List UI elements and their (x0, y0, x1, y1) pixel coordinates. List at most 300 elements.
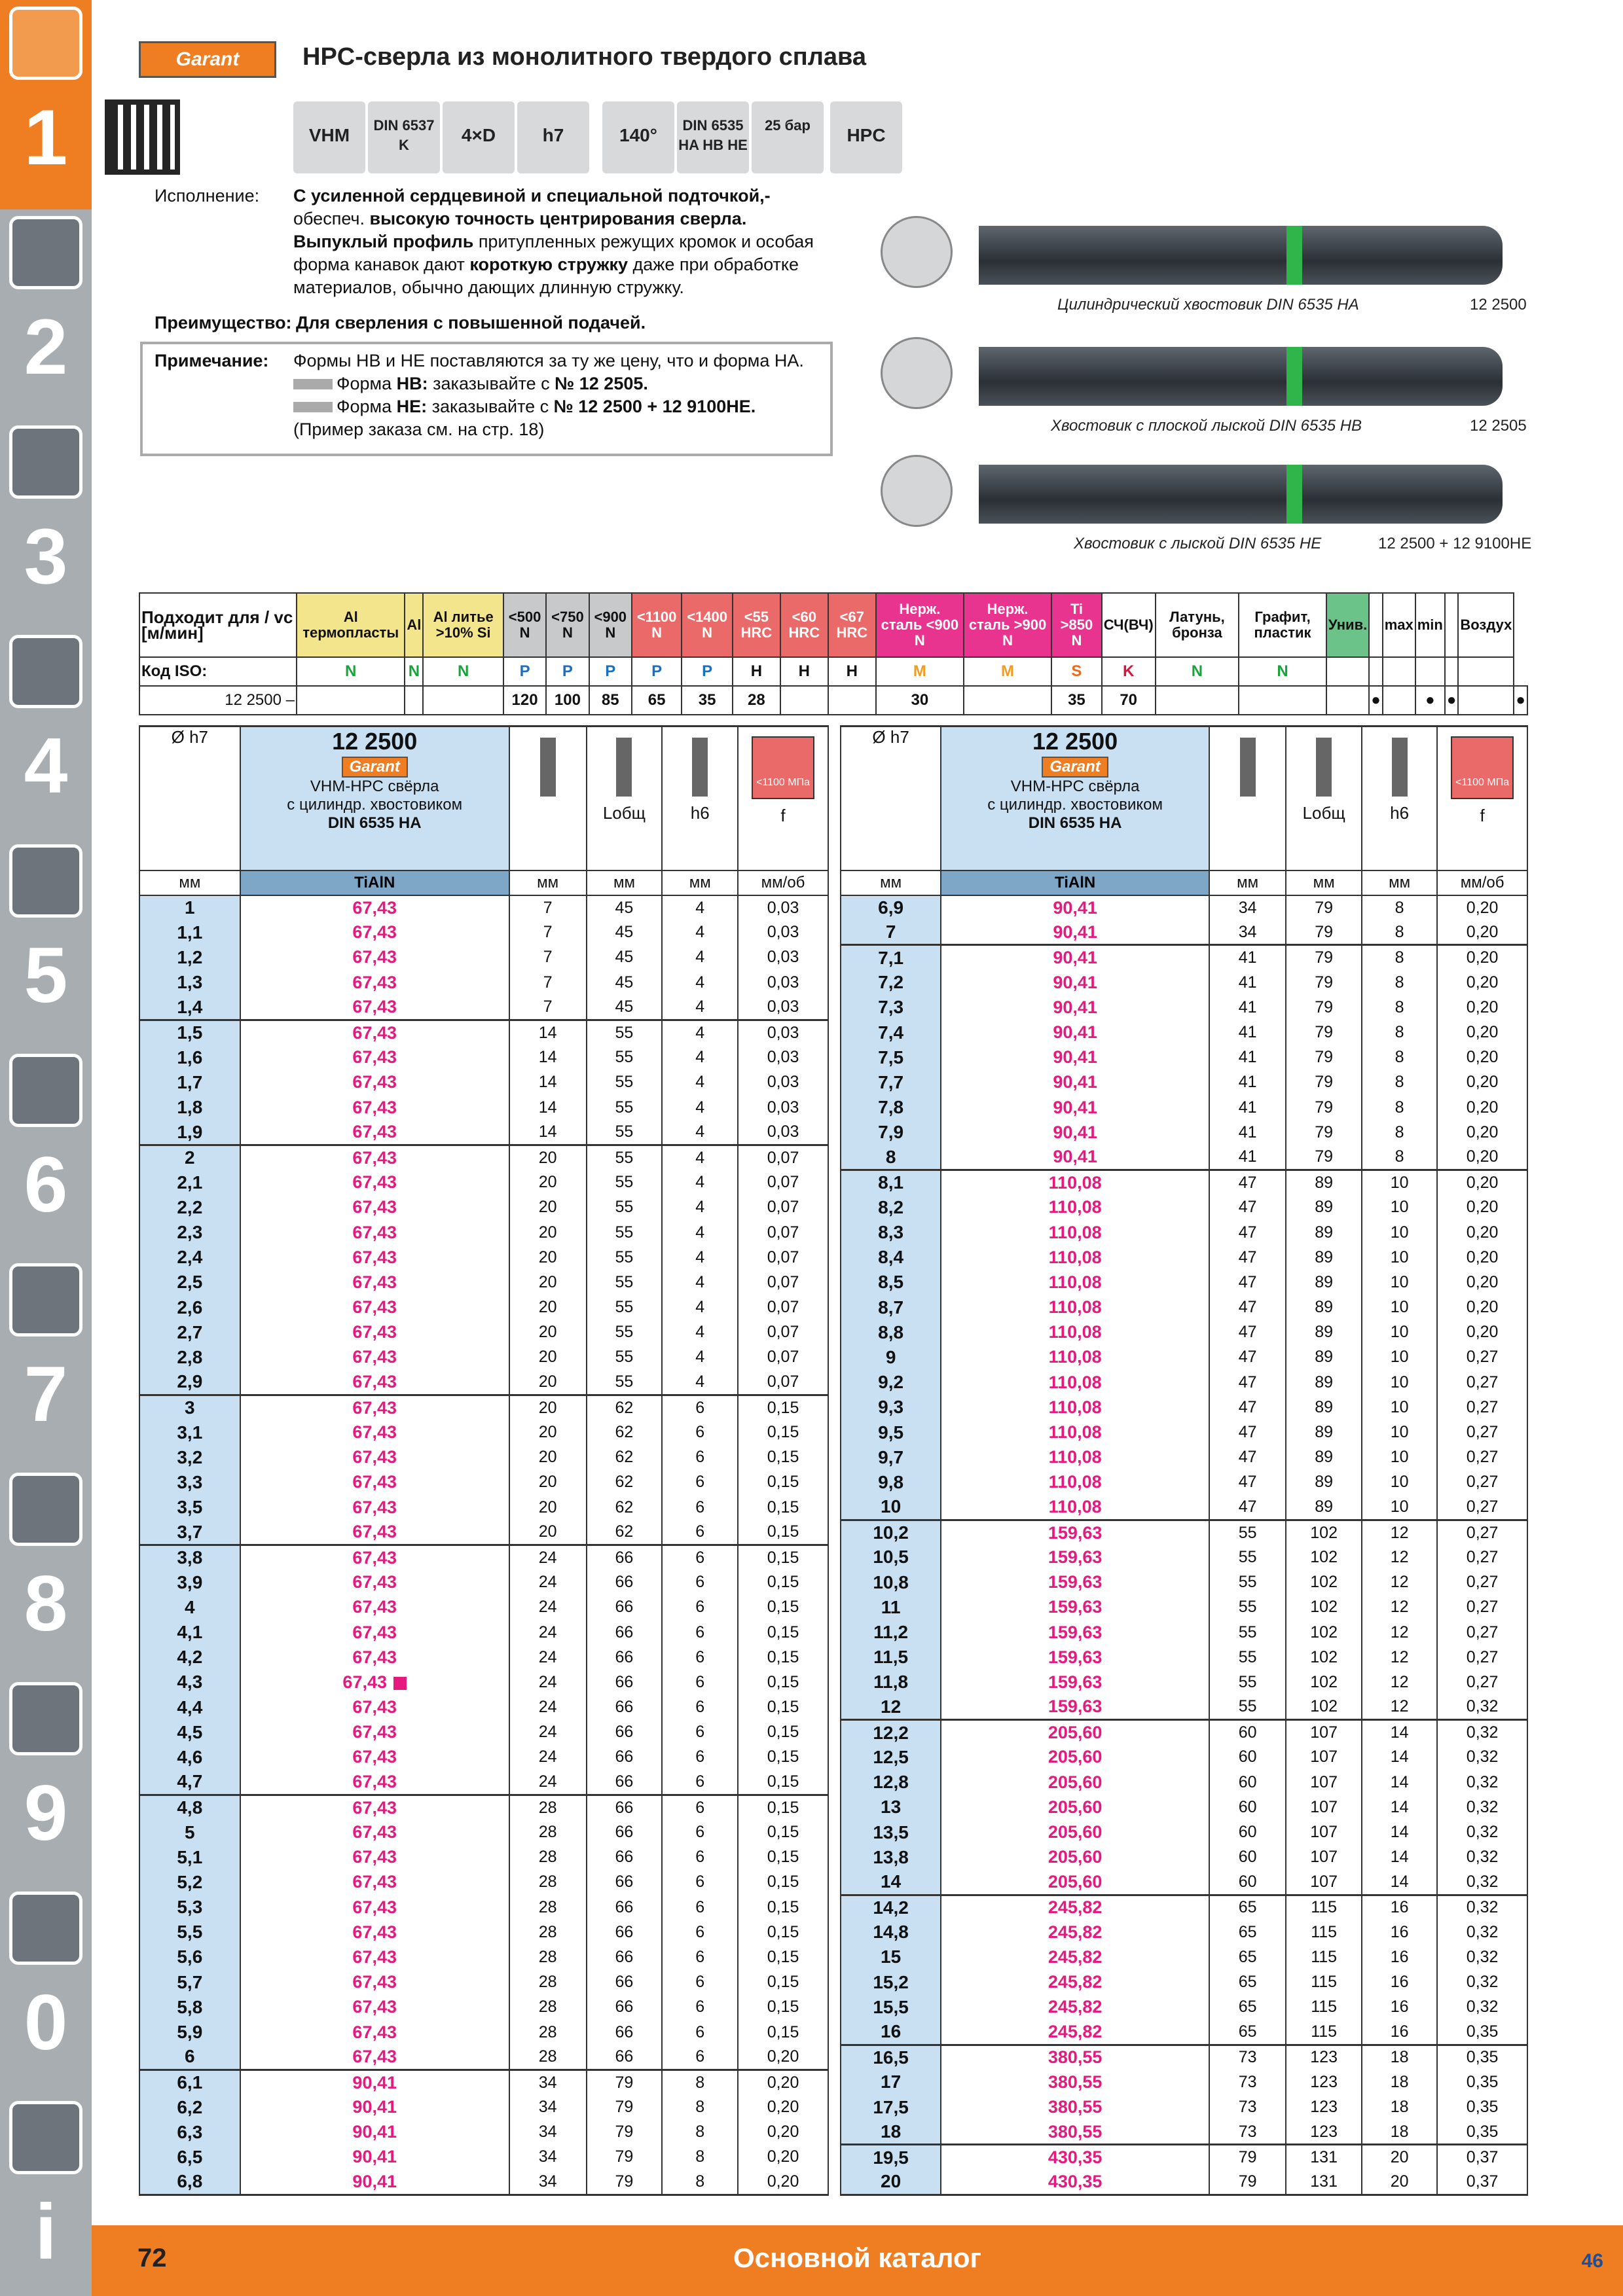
shank-diameter: 8 (662, 2120, 738, 2145)
diameter: 11,8 (841, 1670, 941, 1695)
total-length: 89 (1286, 1370, 1362, 1395)
shank-diameter: 14 (1362, 1770, 1437, 1795)
diameter: 11,5 (841, 1645, 941, 1670)
table-row (841, 2120, 1527, 2145)
price: 110,08 (941, 1270, 1209, 1295)
feed: 0,27 (1437, 1470, 1527, 1495)
iso-code (1326, 657, 1369, 686)
table-row (841, 970, 1527, 995)
cut-length: 60 (1209, 1795, 1286, 1820)
feed: 0,27 (1437, 1420, 1527, 1444)
vc-value (423, 686, 503, 715)
diameter: 12,2 (841, 1720, 941, 1745)
table-row (139, 995, 828, 1020)
vc-value (1383, 686, 1415, 715)
material-col-16: Латунь, бронза (1156, 593, 1239, 657)
total-length: 107 (1286, 1795, 1362, 1820)
material-col-13: Нерж. сталь >900 N (964, 593, 1051, 657)
feed: 0,35 (1437, 2070, 1527, 2094)
sidebar-tab-6[interactable] (0, 1047, 92, 1257)
vc-value: 70 (1102, 686, 1156, 715)
material-col-11: <67 HRC (828, 593, 876, 657)
diameter: 5 (139, 1820, 240, 1844)
price: 67,43 (240, 1945, 509, 1969)
table-row (139, 1270, 828, 1295)
price: 67,43 (240, 1970, 509, 1995)
diameter: 12 (841, 1695, 941, 1720)
sidebar-tab-1[interactable] (0, 0, 92, 209)
diameter: 5,5 (139, 1920, 240, 1945)
feed: 0,32 (1437, 1995, 1527, 2020)
cut-length: 14 (509, 1070, 587, 1095)
iso-code (1369, 657, 1383, 686)
sidebar-tab-9[interactable] (0, 1676, 92, 1885)
total-length: 79 (587, 2070, 663, 2094)
diameter: 14,8 (841, 1920, 941, 1945)
cut-length-icon (1240, 738, 1256, 797)
pictogram-2: 4×D (443, 101, 515, 173)
price: 67,43 (240, 920, 509, 945)
shank-diameter: 6 (662, 1595, 738, 1620)
total-length: 66 (587, 1770, 663, 1795)
total-length: 62 (587, 1495, 663, 1520)
material-col-0: Подходит для / vс [м/мин] (139, 593, 297, 657)
diameter: 2,7 (139, 1320, 240, 1345)
shank-diameter: 4 (662, 945, 738, 970)
chapter-number: i (35, 2188, 57, 2276)
table-row (841, 1770, 1527, 1795)
feed: 0,20 (738, 2120, 828, 2145)
diameter: 15 (841, 1945, 941, 1969)
diameter: 4 (139, 1595, 240, 1620)
price: 90,41 (941, 1120, 1209, 1145)
price: 110,08 (941, 1245, 1209, 1270)
cut-length: 47 (1209, 1495, 1286, 1520)
total-length: 89 (1286, 1170, 1362, 1195)
price: 110,08 (941, 1220, 1209, 1245)
table-row (841, 1920, 1527, 1945)
diameter: 8,7 (841, 1295, 941, 1320)
feed: 0,32 (1437, 1720, 1527, 1745)
price: 67,43 (240, 1545, 509, 1570)
table-row (139, 1745, 828, 1770)
iso-code: N (297, 657, 405, 686)
table-row (841, 1570, 1527, 1595)
table-row (841, 1495, 1527, 1520)
diameter: 3,7 (139, 1520, 240, 1545)
shank-diameter: 8 (1362, 895, 1437, 920)
cut-length: 55 (1209, 1645, 1286, 1670)
cut-length: 28 (509, 1795, 587, 1820)
feed-header (738, 726, 828, 870)
sidebar-tab-0[interactable] (0, 1885, 92, 2094)
vc-value (828, 686, 876, 715)
shank-icon (1392, 738, 1408, 797)
drill-order-number: 12 2500 + 12 9100HE (1378, 535, 1532, 552)
table-row (139, 1595, 828, 1620)
feed: 0,20 (1437, 1295, 1527, 1320)
total-length: 102 (1286, 1670, 1362, 1695)
price: 90,41 (941, 1095, 1209, 1120)
shank-diameter: 10 (1362, 1420, 1437, 1444)
cut-length: 20 (509, 1320, 587, 1345)
vc-value: 28 (733, 686, 780, 715)
shank-diameter: 16 (1362, 1970, 1437, 1995)
price: 67,43 (240, 1370, 509, 1395)
total-length: 89 (1286, 1195, 1362, 1220)
total-length: 66 (587, 1720, 663, 1745)
garant-logo-small: Garant (1042, 757, 1108, 778)
diameter: 6,1 (139, 2070, 240, 2094)
table-row (139, 1695, 828, 1720)
table-row (841, 1195, 1527, 1220)
vc-value (405, 686, 423, 715)
product-header (941, 726, 1209, 870)
table-row (139, 1645, 828, 1670)
price: 110,08 (941, 1195, 1209, 1220)
diameter: 5,1 (139, 1845, 240, 1870)
iso-code: S (1051, 657, 1102, 686)
price: 110,08 (941, 1420, 1209, 1444)
cut-length-header (509, 726, 587, 870)
iso-code: N (405, 657, 423, 686)
price: 67,43 (240, 1220, 509, 1245)
cut-length: 60 (1209, 1745, 1286, 1770)
shank-diameter: 10 (1362, 1370, 1437, 1395)
shank-diameter: 6 (662, 1970, 738, 1995)
shank-diameter: 6 (662, 1495, 738, 1520)
feed: 0,15 (738, 1495, 828, 1520)
shank-label: h6 (690, 803, 710, 823)
chapter-number: 4 (24, 722, 68, 810)
cut-length: 24 (509, 1620, 587, 1645)
unit-cell: мм (1362, 870, 1437, 895)
feed: 0,15 (738, 1645, 828, 1670)
table-row (841, 2145, 1527, 2170)
total-length: 79 (587, 2095, 663, 2120)
sidebar-tab-3[interactable] (0, 419, 92, 628)
feed: 0,15 (738, 1895, 828, 1920)
feed: 0,20 (1437, 920, 1527, 945)
shank-diameter: 4 (662, 1145, 738, 1170)
feed: 0,07 (738, 1295, 828, 1320)
strength-icon (752, 736, 814, 799)
cut-length: 41 (1209, 1095, 1286, 1120)
table-row (841, 1845, 1527, 1870)
diameter: 11,2 (841, 1620, 941, 1645)
shank-diameter: 4 (662, 1020, 738, 1045)
marker-icon (393, 1677, 407, 1690)
total-length: 115 (1286, 1945, 1362, 1969)
diameter: 14,2 (841, 1895, 941, 1920)
cut-length: 79 (1209, 2170, 1286, 2195)
price: 67,43 (240, 1770, 509, 1795)
total-length: 66 (587, 1670, 663, 1695)
diameter: 1,7 (139, 1070, 240, 1095)
diameter: 16 (841, 2020, 941, 2045)
chapter-icon (9, 1682, 82, 1755)
shank-diameter: 10 (1362, 1170, 1437, 1195)
price: 90,41 (941, 895, 1209, 920)
price: 90,41 (941, 920, 1209, 945)
table-row (841, 1945, 1527, 1969)
total-length: 55 (587, 1170, 663, 1195)
shank-diameter: 10 (1362, 1245, 1437, 1270)
total-length: 102 (1286, 1595, 1362, 1620)
cut-length: 28 (509, 2045, 587, 2070)
drill-caption: Хвостовик с плоской лыской DIN 6535 HB (1051, 417, 1362, 435)
feed: 0,03 (738, 1020, 828, 1045)
feed: 0,20 (1437, 895, 1527, 920)
shank-diameter: 10 (1362, 1295, 1437, 1320)
cut-length: 41 (1209, 1120, 1286, 1145)
vc-value (780, 686, 828, 715)
diameter: 4,4 (139, 1695, 240, 1720)
material-col-2: Al (405, 593, 423, 657)
diameter: 10,2 (841, 1520, 941, 1545)
shank-diameter: 4 (662, 1370, 738, 1395)
chapter-icon (9, 844, 82, 918)
shank-diameter: 6 (662, 2020, 738, 2045)
vc-value: ● (1514, 686, 1527, 715)
cut-length: 47 (1209, 1320, 1286, 1345)
cut-length: 28 (509, 1820, 587, 1844)
price: 67,43 (240, 1120, 509, 1145)
cut-length: 20 (509, 1245, 587, 1270)
price: 245,82 (941, 2020, 1209, 2045)
feed: 0,03 (738, 1070, 828, 1095)
material-col-18: Унив. (1326, 593, 1369, 657)
chapter-icon (9, 1473, 82, 1546)
desc-label-advantage: Преимущество: (155, 313, 292, 332)
price: 90,41 (240, 2145, 509, 2170)
diameter: 2,1 (139, 1170, 240, 1195)
shank-diameter: 6 (662, 1895, 738, 1920)
vc-value: 35 (1051, 686, 1102, 715)
feed: 0,27 (1437, 1670, 1527, 1695)
price: 67,43 (240, 1295, 509, 1320)
table-row (841, 1870, 1527, 1895)
total-length: 55 (587, 1345, 663, 1370)
price: 67,43 (240, 1995, 509, 2020)
diameter: 4,3 (139, 1670, 240, 1695)
diameter: 7,1 (841, 945, 941, 970)
feed: 0,37 (1437, 2145, 1527, 2170)
shank-diameter: 18 (1362, 2070, 1437, 2094)
feed: 0,32 (1437, 1820, 1527, 1844)
feed: 0,32 (1437, 1770, 1527, 1795)
feed: 0,20 (1437, 1320, 1527, 1345)
sidebar-tab-i[interactable] (0, 2094, 92, 2296)
table-row (139, 1770, 828, 1795)
table-row (841, 1295, 1527, 1320)
feed: 0,32 (1437, 1920, 1527, 1945)
qr-code-icon[interactable] (105, 99, 180, 175)
sidebar-tab-2[interactable] (0, 209, 92, 419)
shank-diameter: 14 (1362, 1795, 1437, 1820)
feed: 0,15 (738, 1545, 828, 1570)
shank-diameter: 4 (662, 1295, 738, 1320)
diameter: 5,9 (139, 2020, 240, 2045)
shank-diameter: 8 (662, 2070, 738, 2094)
cut-length: 24 (509, 1770, 587, 1795)
diameter: 4,6 (139, 1745, 240, 1770)
feed: 0,15 (738, 1595, 828, 1620)
diameter: 6,8 (139, 2170, 240, 2195)
price: 245,82 (941, 1945, 1209, 1969)
shank-diameter: 12 (1362, 1520, 1437, 1545)
sidebar-tab-5[interactable] (0, 838, 92, 1047)
table-row (139, 2120, 828, 2145)
cut-length: 47 (1209, 1420, 1286, 1444)
feed: 0,07 (738, 1370, 828, 1395)
chapter-number: 9 (24, 1769, 68, 1857)
feed: 0,07 (738, 1320, 828, 1345)
table-row (139, 1495, 828, 1520)
vc-row-label: 12 2500 – (139, 686, 297, 715)
cut-length: 34 (509, 2145, 587, 2170)
drill-caption: Хвостовик с лыской DIN 6535 HE (1074, 535, 1322, 552)
shank-diameter: 6 (662, 1745, 738, 1770)
table-row (139, 1370, 828, 1395)
price: 245,82 (941, 1995, 1209, 2020)
cut-length: 65 (1209, 1995, 1286, 2020)
shank-diameter: 8 (1362, 1070, 1437, 1095)
cut-length: 7 (509, 920, 587, 945)
diameter: 2,3 (139, 1220, 240, 1245)
cut-length: 24 (509, 1595, 587, 1620)
total-length: 102 (1286, 1545, 1362, 1570)
feed: 0,15 (738, 1395, 828, 1420)
diameter: 17,5 (841, 2095, 941, 2120)
total-length-icon (616, 738, 632, 797)
shank-diameter: 12 (1362, 1670, 1437, 1695)
iso-code: P (503, 657, 546, 686)
shank-diameter: 14 (1362, 1820, 1437, 1844)
table-row (139, 920, 828, 945)
cut-length: 60 (1209, 1820, 1286, 1844)
cut-length: 79 (1209, 2145, 1286, 2170)
feed: 0,15 (738, 1820, 828, 1844)
total-length: 66 (587, 1870, 663, 1895)
drill-body (979, 347, 1503, 406)
diameter: 19,5 (841, 2145, 941, 2170)
diameter: 3,9 (139, 1570, 240, 1595)
price: 67,43 (240, 1845, 509, 1870)
diameter: 3,5 (139, 1495, 240, 1520)
sidebar-tab-7[interactable] (0, 1257, 92, 1466)
cut-length: 41 (1209, 1145, 1286, 1170)
cut-length: 65 (1209, 1945, 1286, 1969)
table-row (139, 1720, 828, 1745)
price: 205,60 (941, 1845, 1209, 1870)
sidebar-tab-4[interactable] (0, 628, 92, 838)
table-row (841, 1345, 1527, 1370)
table-row (139, 1220, 828, 1245)
diameter: 15,5 (841, 1995, 941, 2020)
cut-length: 24 (509, 1645, 587, 1670)
cut-length: 47 (1209, 1470, 1286, 1495)
price: 110,08 (941, 1445, 1209, 1470)
feed: 0,07 (738, 1220, 828, 1245)
iso-code: K (1102, 657, 1156, 686)
price: 67,43 (240, 945, 509, 970)
diameter: 8,3 (841, 1220, 941, 1245)
iso-code: N (1156, 657, 1239, 686)
garant-logo: Garant (139, 41, 276, 78)
shank-diameter: 10 (1362, 1220, 1437, 1245)
iso-code: H (780, 657, 828, 686)
sidebar-tab-8[interactable] (0, 1466, 92, 1676)
desc-label-execution: Исполнение: (155, 186, 260, 206)
price: 67,43 (240, 1320, 509, 1345)
feed: 0,15 (738, 1445, 828, 1470)
cut-length: 55 (1209, 1620, 1286, 1645)
chapter-number: 3 (24, 512, 68, 600)
shank-diameter: 6 (662, 1570, 738, 1595)
diameter: 4,2 (139, 1645, 240, 1670)
chapter-icon (9, 635, 82, 708)
total-length: 55 (587, 1120, 663, 1145)
shank-diameter: 12 (1362, 1695, 1437, 1720)
vc-value (1326, 686, 1369, 715)
feed: 0,03 (738, 920, 828, 945)
iso-code (1445, 657, 1459, 686)
cut-length: 47 (1209, 1195, 1286, 1220)
diameter: 1,3 (139, 970, 240, 995)
cut-length: 20 (509, 1220, 587, 1245)
product-number: 12 2500 (1032, 728, 1118, 755)
pictogram-0: VHM (293, 101, 365, 173)
total-length: 55 (587, 1370, 663, 1395)
shank-diameter: 6 (662, 1420, 738, 1444)
vc-value (964, 686, 1051, 715)
table-row (841, 1470, 1527, 1495)
total-length: 62 (587, 1445, 663, 1470)
feed: 0,20 (1437, 1270, 1527, 1295)
material-col-17: Графит, пластик (1239, 593, 1326, 657)
table-row (139, 2070, 828, 2094)
cut-length: 20 (509, 1270, 587, 1295)
drill-tip-icon (881, 455, 953, 527)
cut-length: 28 (509, 1870, 587, 1895)
shank-diameter: 8 (1362, 995, 1437, 1020)
vc-value (297, 686, 405, 715)
cut-length: 41 (1209, 945, 1286, 970)
shank-diameter: 10 (1362, 1320, 1437, 1345)
cut-length: 24 (509, 1545, 587, 1570)
iso-label: Код ISO: (139, 657, 297, 686)
cut-length: 73 (1209, 2095, 1286, 2120)
shank-icon (692, 738, 708, 797)
total-length: 66 (587, 2020, 663, 2045)
table-row (841, 1045, 1527, 1070)
total-length: 115 (1286, 1970, 1362, 1995)
price: 90,41 (240, 2095, 509, 2120)
cut-length: 55 (1209, 1595, 1286, 1620)
shank-diameter: 20 (1362, 2170, 1437, 2195)
price: 159,63 (941, 1570, 1209, 1595)
table-row (841, 1395, 1527, 1420)
chapter-number: 5 (24, 931, 68, 1019)
drill-image-2 (881, 448, 1535, 533)
chapter-number: 2 (24, 303, 68, 391)
shank-diameter: 8 (1362, 1020, 1437, 1045)
cut-length: 7 (509, 895, 587, 920)
price: 67,43 (240, 1645, 509, 1670)
page-title: HPC-сверла из монолитного твердого сплава (302, 43, 866, 71)
unit-cell: мм (1209, 870, 1286, 895)
